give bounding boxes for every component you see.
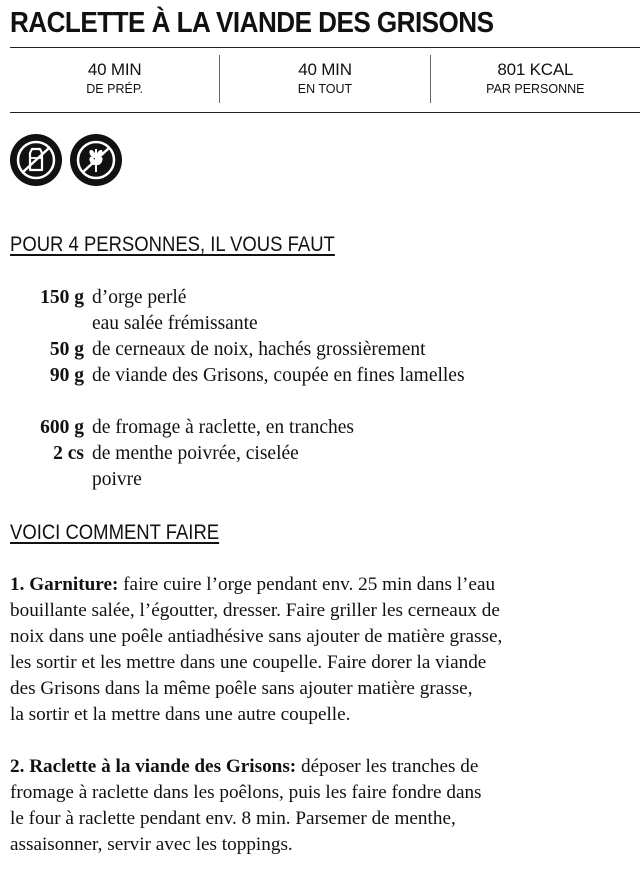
ingredient-item — [10, 415, 465, 441]
ingredient-quantity: 150 g — [40, 287, 84, 308]
ingredient-quantity — [10, 467, 92, 493]
diet-icons — [10, 134, 122, 186]
gluten-free-icon — [70, 134, 122, 186]
ingredient-item — [10, 285, 465, 311]
step-line: assaisonner, servir avec les toppings. — [10, 834, 293, 855]
ingredient-item — [10, 311, 465, 337]
stat-prep-time — [10, 55, 219, 105]
ingredient-item — [10, 441, 465, 467]
recipe-title: RACLETTE À LA VIANDE DES GRISONS — [10, 7, 494, 39]
ingredients-heading: POUR 4 PERSONNES, IL VOUS FAUT — [10, 233, 335, 256]
step-line: le four à raclette pendant env. 8 min. Parsemer de menthe, — [10, 808, 456, 829]
ingredient-item — [10, 337, 465, 363]
ingredient-name: de cerneaux de noix, hachés grossièrement — [92, 339, 426, 360]
step-line: fromage à raclette dans les poêlons, puis les faire fondre dans — [10, 782, 482, 803]
ingredient-group-spacer — [10, 389, 465, 415]
ingredient-name: eau salée frémissante — [92, 313, 258, 334]
stat-value: 801 KCAL — [497, 60, 574, 79]
step-line: la sortir et la mettre dans une autre coupelle. — [10, 704, 351, 725]
stat-value: 40 MIN — [298, 60, 352, 79]
stat-total-time — [220, 55, 429, 105]
lactose-free-icon — [10, 134, 62, 186]
step-title: 2. Raclette à la viande des Grisons: — [10, 756, 297, 777]
step-line — [10, 572, 638, 598]
stat-label: DE PRÉP. — [86, 82, 144, 96]
ingredient-item — [10, 467, 465, 493]
stat-value: 40 MIN — [87, 60, 142, 79]
ingredient-name: d’orge perlé — [92, 287, 187, 308]
header-rule-top — [10, 47, 640, 48]
header-rule-bottom — [10, 112, 640, 113]
stat-label: EN TOUT — [297, 82, 353, 96]
ingredient-name: poivre — [92, 469, 142, 490]
method-steps — [10, 572, 638, 884]
ingredient-quantity: 2 cs — [53, 443, 84, 464]
ingredient-name: de fromage à raclette, en tranches — [92, 417, 355, 438]
ingredient-quantity: 90 g — [49, 365, 84, 386]
ingredient-name: de menthe poivrée, ciselée — [92, 443, 299, 464]
step-title: 1. Garniture: — [10, 574, 119, 595]
method-step — [10, 572, 638, 728]
ingredient-quantity — [10, 311, 92, 337]
ingredient-quantity: 600 g — [40, 417, 84, 438]
method-step — [10, 754, 638, 858]
step-line: les sortir et les mettre dans une coupelle. Faire dorer la viande — [10, 652, 487, 673]
step-line: noix dans une poêle antiadhésive sans ajouter de matière grasse, — [10, 626, 503, 647]
ingredient-list — [10, 285, 465, 493]
ingredient-quantity: 50 g — [49, 339, 84, 360]
step-text: faire cuire l’orge pendant env. 25 min dans l’eau — [118, 574, 496, 595]
stat-label: PAR PERSONNE — [486, 82, 585, 96]
ingredient-name: de viande des Grisons, coupée en fines lamelles — [92, 365, 465, 386]
step-line: des Grisons dans la même poêle sans ajouter matière grasse, — [10, 678, 473, 699]
ingredient-item — [10, 363, 465, 389]
stat-calories — [431, 55, 640, 105]
step-text: déposer les tranches de — [296, 756, 479, 777]
step-line — [10, 754, 638, 780]
step-line: bouillante salée, l’égoutter, dresser. Faire griller les cerneaux de — [10, 600, 500, 621]
recipe-stats — [10, 55, 640, 105]
method-heading: VOICI COMMENT FAIRE — [10, 521, 220, 544]
